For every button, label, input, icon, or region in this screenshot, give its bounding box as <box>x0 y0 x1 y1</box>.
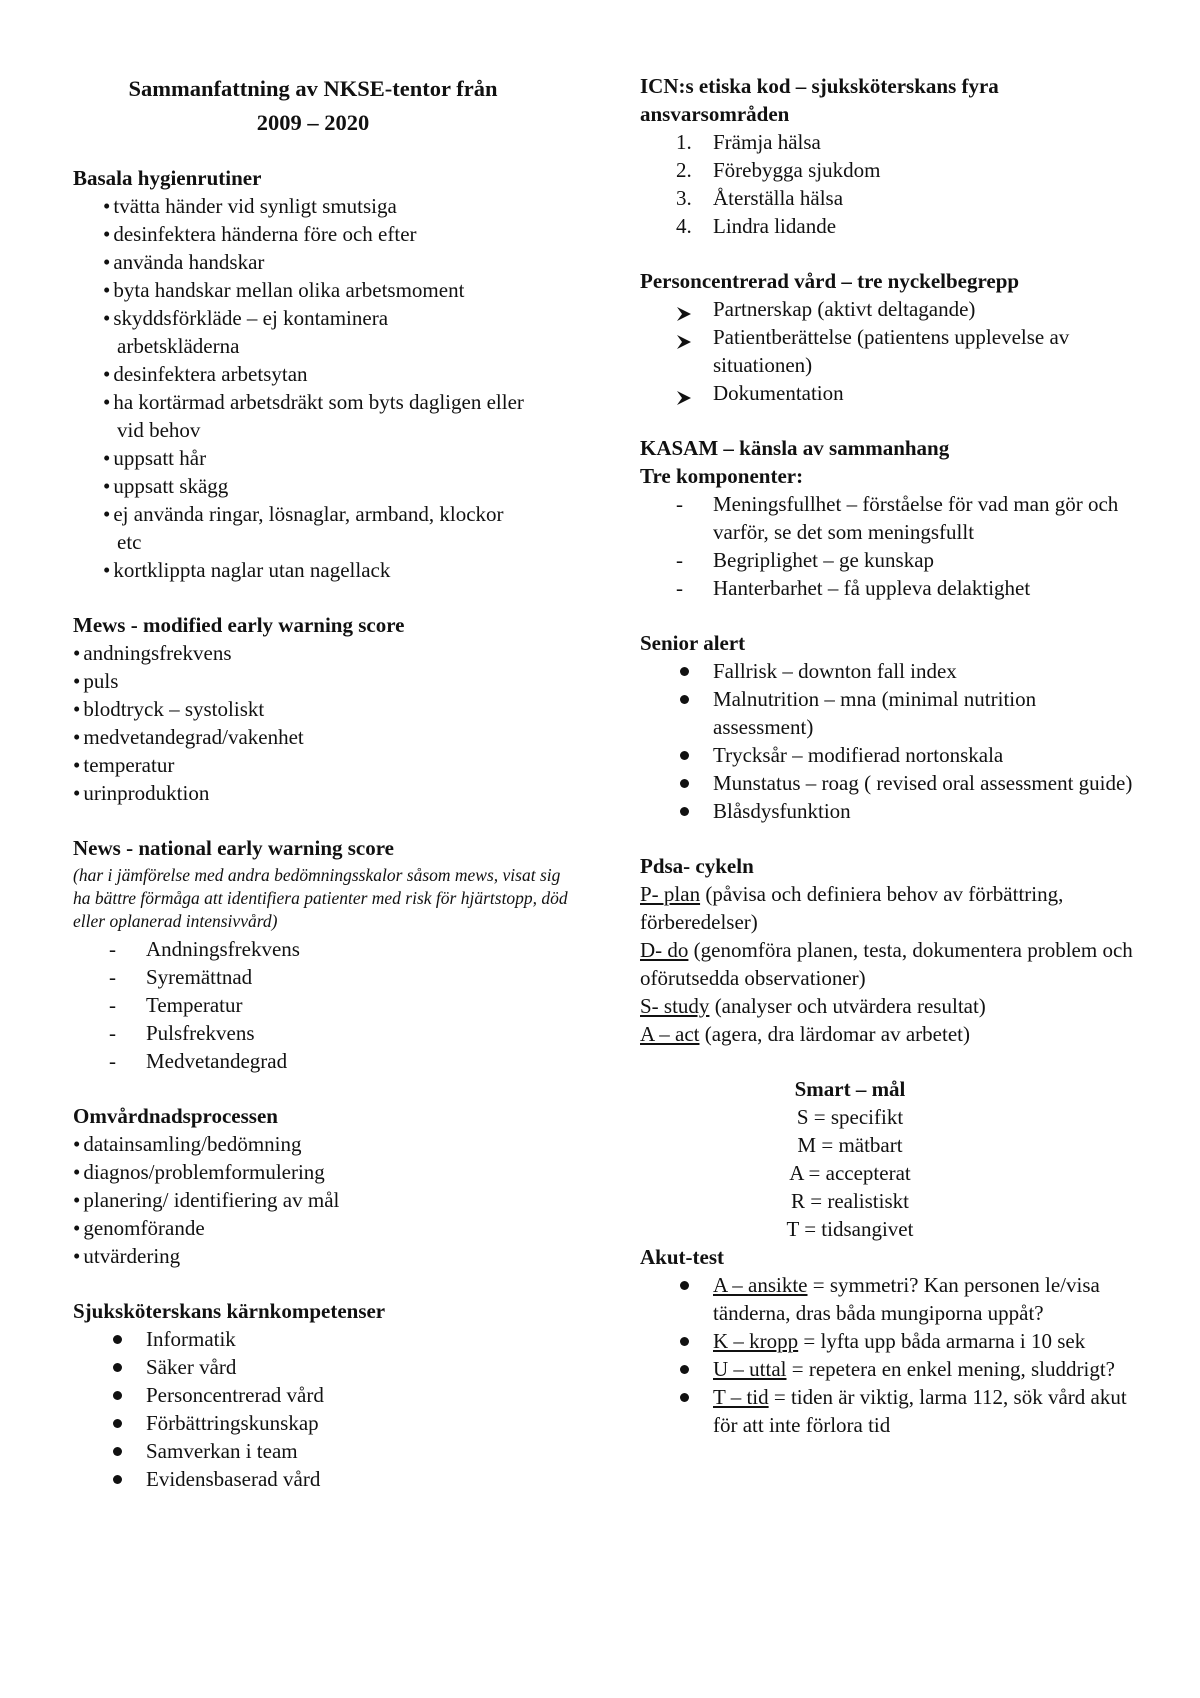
list-item-text: Informatik <box>146 1327 236 1351</box>
pdsa-item <box>640 936 1140 992</box>
list-item: • temperatur <box>73 751 573 779</box>
list-item: • desinfektera händerna före och efter <box>73 220 573 248</box>
heading-icn: ICN:s etiska kod – sjuksköterskans fyra ansvarsområden <box>640 74 999 126</box>
dash-marker: - <box>109 1021 116 1045</box>
list-item: • ha kortärmad arbetsdräkt som byts dagligen eller vid behov <box>73 388 573 444</box>
list-item-text: Fallrisk – downton fall index <box>713 659 957 683</box>
list-item: • desinfektera arbetsytan <box>73 360 573 388</box>
dash-marker: - <box>109 937 116 961</box>
title-line-1: Sammanfattning av NKSE-tentor från <box>128 76 498 101</box>
akut-key: U – uttal <box>713 1357 787 1381</box>
list-item <box>640 323 1140 379</box>
list-item <box>73 991 573 1019</box>
list-item-text: Främja hälsa <box>713 130 821 154</box>
list-number: 4. <box>676 214 692 238</box>
bullet-dot-icon <box>113 1335 122 1344</box>
list-number: 2. <box>676 158 692 182</box>
akut-key: T – tid <box>713 1385 769 1409</box>
dash-marker: - <box>676 576 683 600</box>
pdsa-key: D- do <box>640 938 689 962</box>
bullet-dot-icon <box>680 1365 689 1374</box>
akut-text: = repetera en enkel mening, sluddrigt? <box>786 1357 1115 1381</box>
smart-item: R = realistiskt <box>790 1189 909 1213</box>
section-hygien <box>73 164 573 584</box>
subheading-kasam: Tre komponenter: <box>640 464 804 488</box>
list-item: • använda handskar <box>73 248 573 276</box>
bullet-dot-icon <box>680 807 689 816</box>
left-column <box>73 72 573 1493</box>
heading-hygien: Basala hygienrutiner <box>73 166 262 190</box>
list-akut-test <box>640 1271 1140 1439</box>
list-item <box>73 1325 573 1353</box>
pdsa-text: (analyser och utvärdera resultat) <box>709 994 986 1018</box>
bullet-dot-icon <box>113 1447 122 1456</box>
dash-marker: - <box>109 965 116 989</box>
bullet-dot-icon <box>680 751 689 760</box>
heading-akut-test: Akut-test <box>640 1245 724 1269</box>
list-item <box>73 1409 573 1437</box>
pdsa-key: P- plan <box>640 882 701 906</box>
list-item <box>73 1437 573 1465</box>
heading-senior-alert: Senior alert <box>640 631 746 655</box>
list-item <box>640 1327 1140 1355</box>
pdsa-key: A – act <box>640 1022 700 1046</box>
list-karnkompetenser <box>73 1325 573 1493</box>
heading-karnkompetenser: Sjuksköterskans kärnkompetenser <box>73 1299 386 1323</box>
section-mews <box>73 611 573 807</box>
list-item <box>640 490 1140 546</box>
pdsa-text: (genomföra planen, testa, dokumentera problem och oförutsedda observationer) <box>640 938 1133 990</box>
dash-marker: - <box>676 548 683 572</box>
list-item: • byta handskar mellan olika arbetsmoment <box>73 276 573 304</box>
section-news <box>73 834 573 1075</box>
title-line-2: 2009 – 2020 <box>256 110 370 135</box>
list-item: • diagnos/problemformulering <box>73 1158 573 1186</box>
pdsa-item <box>640 880 1140 936</box>
pdsa-item <box>640 1020 1140 1048</box>
bullet-dot-icon <box>680 1393 689 1402</box>
list-item: • kortklippta naglar utan nagellack <box>73 556 573 584</box>
smart-item: M = mätbart <box>797 1133 903 1157</box>
list-item-text: Patientberättelse (patientens upplevelse av situationen) <box>713 325 1070 377</box>
heading-smart: Smart – mål <box>794 1077 906 1101</box>
list-item-text: Temperatur <box>146 993 243 1017</box>
bullet-dot-icon <box>680 779 689 788</box>
bullet-dot-icon <box>113 1391 122 1400</box>
list-hygien <box>73 192 573 584</box>
akut-text: = tiden är viktig, larma 112, sök vård akut för att inte förlora tid <box>713 1385 1127 1437</box>
section-icn <box>640 72 1140 240</box>
list-item-text: Trycksår – modifierad nortonskala <box>713 743 1004 767</box>
list-item: • medvetandegrad/vakenhet <box>73 723 573 751</box>
list-item <box>73 1019 573 1047</box>
section-kasam <box>640 434 1140 602</box>
list-omvardnad <box>73 1130 573 1270</box>
smart-item: S = specifikt <box>796 1105 904 1129</box>
list-item <box>73 963 573 991</box>
list-item <box>640 1383 1140 1439</box>
list-item-text: Personcentrerad vård <box>146 1383 324 1407</box>
list-item-text: Säker vård <box>146 1355 237 1379</box>
list-item-text: Blåsdysfunktion <box>713 799 851 823</box>
akut-text: = lyfta upp båda armarna i 10 sek <box>798 1329 1086 1353</box>
list-item <box>640 685 1140 741</box>
list-item <box>640 379 1140 407</box>
list-item-text: Samverkan i team <box>146 1439 298 1463</box>
heading-mews: Mews - modified early warning score <box>73 613 405 637</box>
bullet-dot-icon <box>680 1281 689 1290</box>
document-title <box>73 72 553 140</box>
list-item: • skyddsförkläde – ej kontaminera arbetskläderna <box>73 304 573 360</box>
list-item <box>640 128 1140 156</box>
list-item-text: Andningsfrekvens <box>146 937 300 961</box>
list-item <box>73 1047 573 1075</box>
list-item: • tvätta händer vid synligt smutsiga <box>73 192 573 220</box>
list-kasam <box>640 490 1140 602</box>
list-item-text: Pulsfrekvens <box>146 1021 255 1045</box>
pdsa-text: (agera, dra lärdomar av arbetet) <box>699 1022 970 1046</box>
bullet-dot-icon <box>680 695 689 704</box>
list-item <box>640 657 1140 685</box>
bullet-dot-icon <box>113 1475 122 1484</box>
list-item-text: Begriplighet – ge kunskap <box>713 548 935 572</box>
right-column <box>640 72 1140 1439</box>
heading-personcentrerad: Personcentrerad vård – tre nyckelbegrepp <box>640 269 1020 293</box>
section-omvardnad <box>73 1102 573 1270</box>
list-item: • urinproduktion <box>73 779 573 807</box>
section-personcentrerad <box>640 267 1140 407</box>
heading-news: News - national early warning score <box>73 836 394 860</box>
bullet-dot-icon <box>113 1363 122 1372</box>
list-number: 1. <box>676 130 692 154</box>
section-akut-test <box>640 1243 1140 1439</box>
list-item-text: Munstatus – roag ( revised oral assessment guide) <box>713 771 1133 795</box>
list-item: • uppsatt skägg <box>73 472 573 500</box>
list-item-text: Evidensbaserad vård <box>146 1467 321 1491</box>
dash-marker: - <box>109 1049 116 1073</box>
list-item-text: Dokumentation <box>713 381 844 405</box>
section-senior-alert <box>640 629 1140 825</box>
list-item: • planering/ identifiering av mål <box>73 1186 573 1214</box>
list-item <box>640 295 1140 323</box>
list-item-text: Partnerskap (aktivt deltagande) <box>713 297 976 321</box>
list-item-text: Meningsfullhet – förståelse för vad man gör och varför, se det som meningsfullt <box>713 492 1119 544</box>
list-item: • ej använda ringar, lösnaglar, armband, klockor etc <box>73 500 573 556</box>
section-pdsa <box>640 852 1140 1048</box>
list-item-text: Syremättnad <box>146 965 253 989</box>
list-item <box>73 1353 573 1381</box>
list-number: 3. <box>676 186 692 210</box>
list-item-text: Medvetandegrad <box>146 1049 288 1073</box>
section-smart <box>640 1075 1060 1243</box>
bullet-dot-icon <box>113 1419 122 1428</box>
list-item <box>640 212 1140 240</box>
smart-item: A = accepterat <box>789 1161 911 1185</box>
list-personcentrerad <box>640 295 1140 407</box>
list-item <box>73 935 573 963</box>
list-icn <box>640 128 1140 240</box>
list-item <box>640 769 1140 797</box>
list-item <box>640 797 1140 825</box>
akut-key: K – kropp <box>713 1329 799 1353</box>
list-item-text: Återställa hälsa <box>713 186 844 210</box>
list-item-text: Förebygga sjukdom <box>713 158 881 182</box>
list-item-text: Lindra lidande <box>713 214 837 238</box>
list-news <box>73 935 573 1075</box>
dash-marker: - <box>676 492 683 516</box>
list-item-text: Malnutrition – mna (minimal nutrition assessment) <box>713 687 1037 739</box>
akut-text: = symmetri? Kan personen le/visa tänderna, dras båda mungiporna uppåt? <box>713 1273 1100 1325</box>
list-item <box>640 156 1140 184</box>
list-item: • andningsfrekvens <box>73 639 573 667</box>
arrow-bullet-icon <box>676 329 692 357</box>
list-item <box>640 574 1140 602</box>
list-item: • datainsamling/bedömning <box>73 1130 573 1158</box>
news-note: (har i jämförelse med andra bedömningsskalor såsom mews, visat sig ha bättre förmåga att identifiera patienter med risk för hjärtstopp, död eller oplanerad intensivvård) <box>73 865 568 931</box>
list-item <box>640 184 1140 212</box>
list-item: • uppsatt hår <box>73 444 573 472</box>
list-item <box>640 546 1140 574</box>
list-item <box>73 1381 573 1409</box>
heading-omvardnad: Omvårdnadsprocessen <box>73 1104 278 1128</box>
smart-item: T = tidsangivet <box>786 1217 914 1241</box>
dash-marker: - <box>109 993 116 1017</box>
bullet-dot-icon <box>680 667 689 676</box>
list-mews <box>73 639 573 807</box>
bullet-dot-icon <box>680 1337 689 1346</box>
list-item <box>640 741 1140 769</box>
heading-pdsa: Pdsa- cykeln <box>640 854 754 878</box>
list-item-text: Hanterbarhet – få uppleva delaktighet <box>713 576 1031 600</box>
list-senior-alert <box>640 657 1140 825</box>
akut-key: A – ansikte <box>713 1273 808 1297</box>
list-item <box>640 1355 1140 1383</box>
section-karnkompetenser <box>73 1297 573 1493</box>
pdsa-key: S- study <box>640 994 710 1018</box>
list-item <box>640 1271 1140 1327</box>
list-item: • genomförande <box>73 1214 573 1242</box>
list-item: • puls <box>73 667 573 695</box>
list-item-text: Förbättringskunskap <box>146 1411 319 1435</box>
pdsa-text: (påvisa och definiera behov av förbättring, förberedelser) <box>640 882 1064 934</box>
arrow-bullet-icon <box>676 385 692 413</box>
pdsa-item <box>640 992 1140 1020</box>
heading-kasam: KASAM – känsla av sammanhang <box>640 436 950 460</box>
list-item: • blodtryck – systoliskt <box>73 695 573 723</box>
list-item: • utvärdering <box>73 1242 573 1270</box>
list-item <box>73 1465 573 1493</box>
